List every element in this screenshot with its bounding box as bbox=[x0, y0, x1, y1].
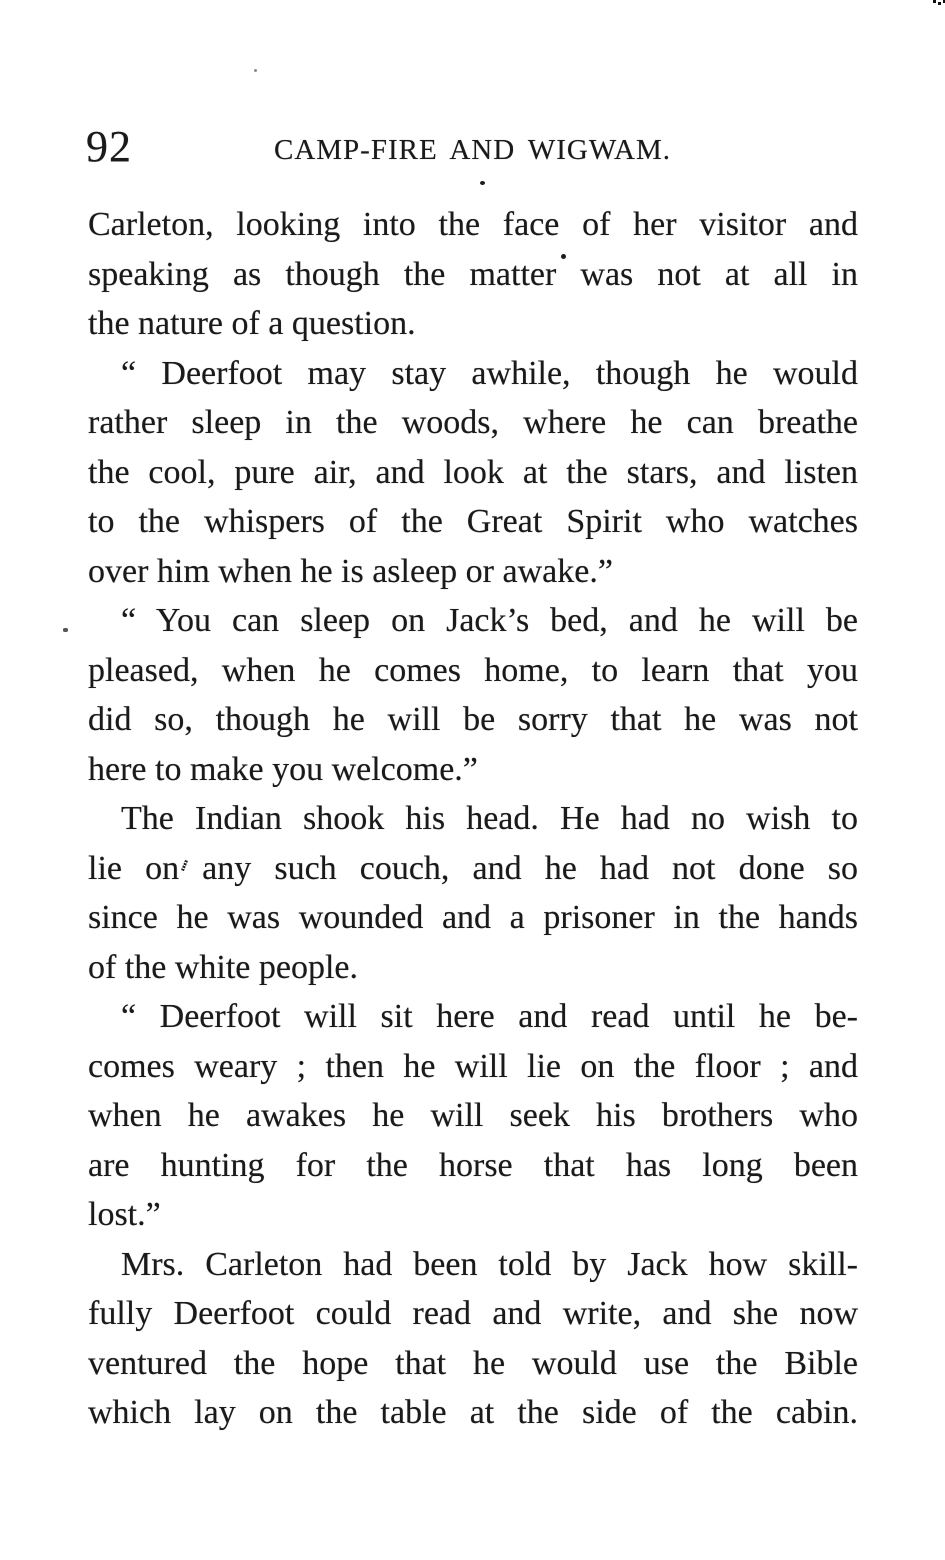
paragraph bbox=[88, 794, 858, 992]
running-title: CAMP-FIRE AND WIGWAM. bbox=[273, 134, 671, 166]
text-line: “ Deerfoot may stay awhile, though he would bbox=[121, 354, 858, 392]
paragraph bbox=[88, 349, 858, 597]
text-line: The Indian shook his head. He had no wish to bbox=[121, 800, 858, 837]
text-line: since he was wounded and a prisoner in the hands bbox=[88, 899, 858, 936]
paragraph bbox=[88, 200, 858, 349]
text-line: pleased, when he comes home, to learn that you bbox=[88, 651, 858, 689]
text-line: which lay on the table at the side of the cabin. bbox=[88, 1394, 858, 1431]
text-line: lie on any such couch, and he had not done so bbox=[88, 849, 858, 887]
text-line: to the whispers of the Great Spirit who watches bbox=[88, 503, 858, 540]
text-line: speaking as though the matter was not at all in bbox=[88, 255, 858, 293]
text-line: here to make you welcome.” bbox=[88, 750, 478, 788]
ink-speck bbox=[480, 181, 485, 185]
paragraph bbox=[88, 992, 858, 1240]
ink-speck bbox=[254, 69, 257, 72]
text-line: Mrs. Carleton had been told by Jack how skill- bbox=[121, 1245, 858, 1283]
text-line: comes weary ; then he will lie on the floor ; and bbox=[88, 1047, 858, 1085]
ink-speck bbox=[63, 628, 68, 632]
page-number: 92 bbox=[86, 122, 132, 171]
text-line: when he awakes he will seek his brothers who bbox=[88, 1097, 858, 1134]
page-body bbox=[88, 200, 858, 1438]
paragraph bbox=[88, 596, 858, 794]
text-line: lost.” bbox=[88, 1196, 161, 1233]
text-line: did so, though he will be sorry that he was not bbox=[88, 701, 858, 738]
text-line: “ Deerfoot will sit here and read until he be- bbox=[121, 998, 858, 1035]
text-line: of the white people. bbox=[88, 948, 359, 986]
text-line: are hunting for the horse that has long been bbox=[88, 1146, 858, 1184]
scan-corner-speck bbox=[933, 0, 936, 3]
text-line: fully Deerfoot could read and write, and she now bbox=[88, 1295, 858, 1332]
text-line: the cool, pure air, and look at the stars, and listen bbox=[88, 453, 858, 491]
text-line: Carleton, looking into the face of her visitor and bbox=[88, 206, 858, 243]
text-line: ventured the hope that he would use the Bible bbox=[88, 1344, 858, 1382]
text-line: rather sleep in the woods, where he can breathe bbox=[88, 404, 858, 441]
paragraph bbox=[88, 1240, 858, 1438]
text-line: “ You can sleep on Jack’s bed, and he will be bbox=[121, 602, 858, 639]
text-line: over him when he is asleep or awake.” bbox=[88, 552, 613, 590]
text-line: the nature of a question. bbox=[88, 305, 416, 342]
scan-corner-speck bbox=[938, 2, 941, 5]
